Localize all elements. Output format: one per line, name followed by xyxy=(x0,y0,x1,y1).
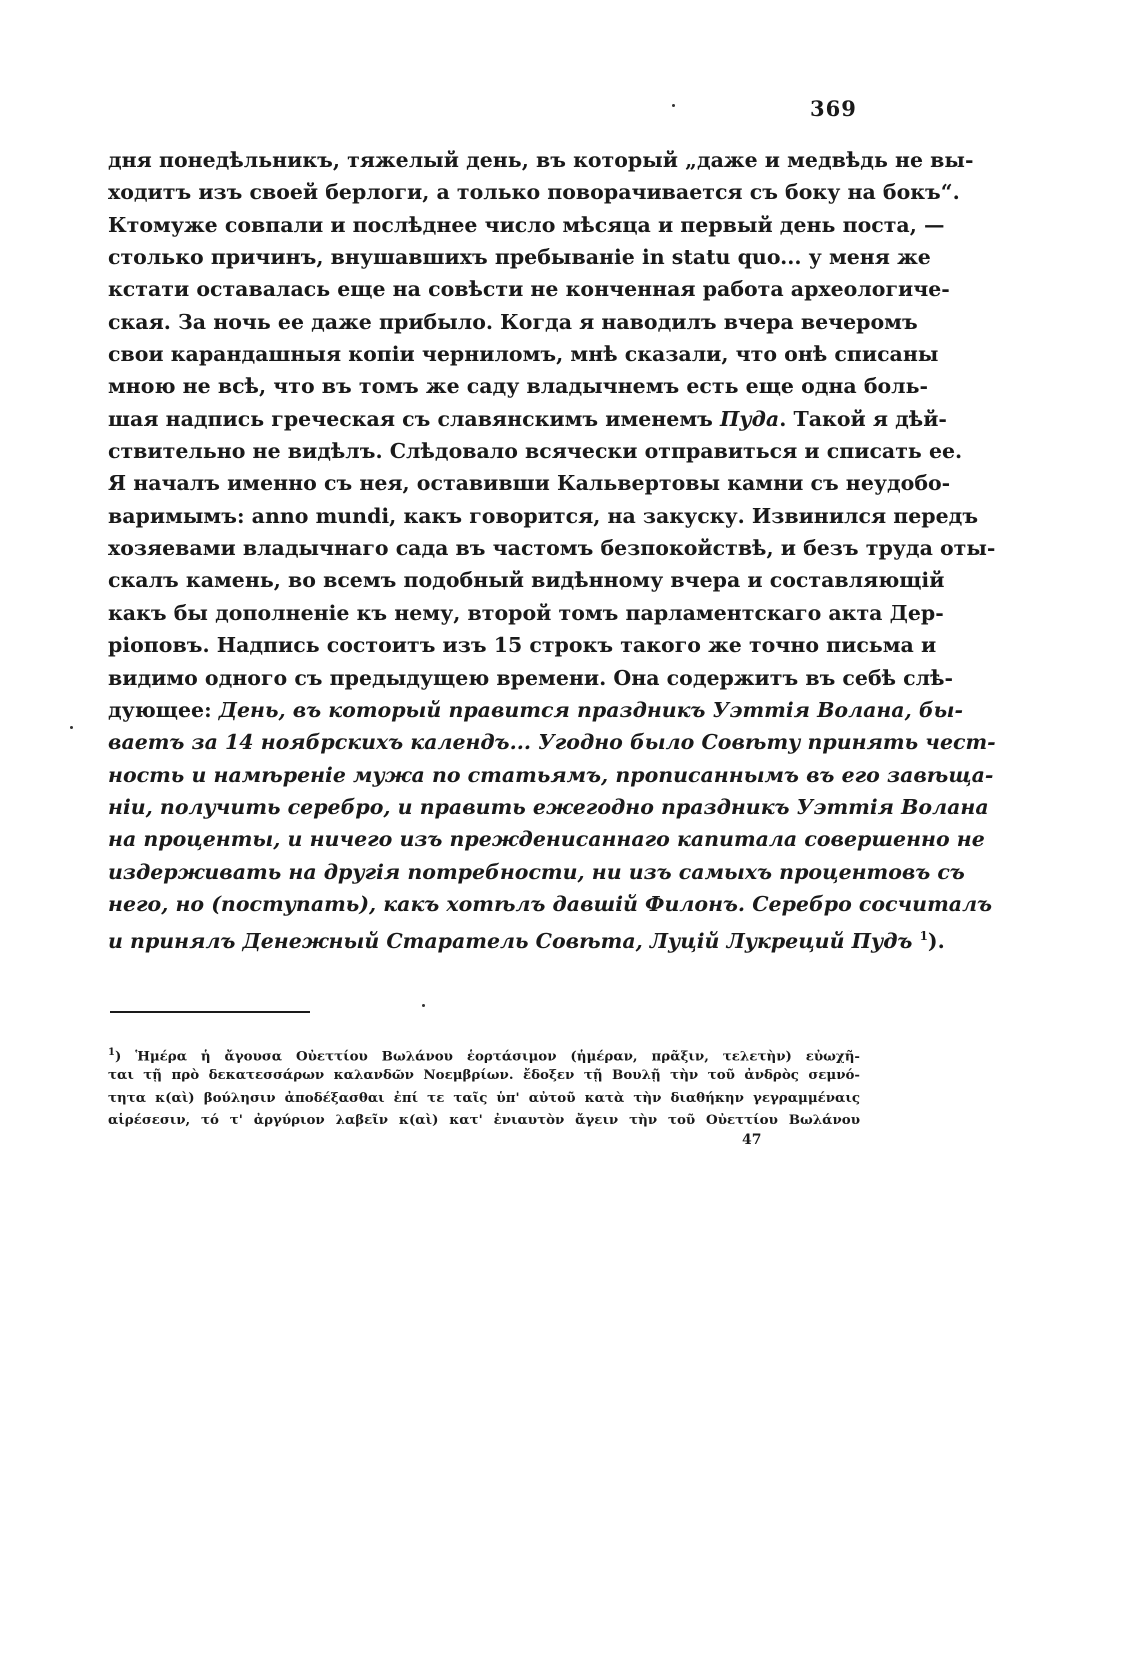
text-line: ствительно не видѣлъ. Слѣдовало всячески отправиться и списать ее. xyxy=(108,439,963,464)
text-line: ходитъ изъ своей берлоги, а только поворачивается съ боку на бокъ“. xyxy=(108,180,960,205)
text-line: какъ бы дополненіе къ нему, второй томъ парламентскаго акта Дер- xyxy=(108,600,944,625)
translation-line: на проценты, и ничего изъ прежденисаннаго капитала совершенно не xyxy=(108,827,985,852)
line-text: дующее: xyxy=(108,697,219,722)
translation-line: него, но (поступать), какъ хотѣлъ давшій Филонъ. Серебро сосчиталъ xyxy=(108,891,992,916)
footnote-line: αἱρέσεσιν, τό τ' ἀργύριον λαβεῖν κ(αὶ) κατ' ἐνιαυτὸν ἄγειν τὴν τοῦ Οὐεττίου Βωλάνου xyxy=(108,1112,860,1129)
line-text: . Такой я дѣй- xyxy=(779,406,947,431)
translation-line: издерживать на другія потребности, ни изъ самыхъ процентовъ съ xyxy=(108,859,965,884)
signature-mark: 47 xyxy=(742,1132,762,1148)
footnote-line xyxy=(108,1042,860,1064)
footnote-line: ται τῇ πρὸ δεκατεσσάρων καλανδῶν Νοεμβρίων. ἔδοξεν τῇ Βουλῇ τὴν τοῦ ἀνδρὸς σεμνό- xyxy=(108,1067,860,1084)
inscription-name: Пуда xyxy=(720,406,780,431)
translation-text: День, въ который правится праздникъ Уэттія Волана, бы- xyxy=(218,697,964,722)
text-line xyxy=(108,694,964,726)
text-line: варимымъ: anno mundi, какъ говорится, на закуску. Извинился передъ xyxy=(108,503,979,528)
footnote-marker: 1 xyxy=(108,1047,115,1058)
footnote xyxy=(108,1042,860,1132)
text-line: ріоповъ. Надпись состоитъ изъ 15 строкъ такого же точно письма и xyxy=(108,633,937,658)
ink-speck xyxy=(70,726,73,729)
text-line: столько причинъ, внушавшихъ пребываніе in statu quo... у меня же xyxy=(108,245,931,270)
line-text: ). xyxy=(927,929,945,954)
text-line: кстати оставалась еще на совѣсти не конченная работа археологиче- xyxy=(108,277,950,302)
translation-line: ніи, получить серебро, и править ежегодно праздникъ Уэттія Волана xyxy=(108,794,989,819)
translation-text: и принялъ Денежный Старатель Совѣта, Луцій Лукреций Пудъ xyxy=(108,929,920,954)
text-line: ская. За ночь ее даже прибыло. Когда я наводилъ вчера вечеромъ xyxy=(108,309,918,334)
text-line: скалъ камень, во всемъ подобный видѣнному вчера и составляющій xyxy=(108,568,945,593)
text-line xyxy=(108,403,947,435)
text-line: Я началъ именно съ нея, оставивши Кальвертовы камни съ неудобо- xyxy=(108,471,951,496)
footnote-text: ) Ἡμέρα ἡ ἄγουσα Οὐεττίου Βωλάνου ἑορτάσιμον (ἡμέραν, πρᾶξιν, τελετὴν) εὐωχῆ- xyxy=(114,1048,860,1065)
text-line: свои карандашныя копіи черниломъ, мнѣ сказали, что онѣ списаны xyxy=(108,342,939,367)
translation-line: ность и намѣреніе мужа по статьямъ, прописаннымъ въ его завѣща- xyxy=(108,762,994,787)
text-line: хозяевами владычнаго сада въ частомъ безпокойствѣ, и безъ труда оты- xyxy=(108,536,996,561)
ink-speck xyxy=(422,1004,425,1007)
main-text xyxy=(108,144,996,954)
translation-line: ваетъ за 14 ноябрскихъ календъ... Угодно было Совѣту принять чест- xyxy=(108,730,996,755)
footnote-ref: 1 xyxy=(919,929,928,944)
text-line: мною не всѣ, что въ томъ же саду владычнемъ есть еще одна боль- xyxy=(108,374,929,399)
footnote-line: τητα κ(αὶ) βούλησιν ἀποδέξασθαι ἐπί τε ταῖς ὑπ' αὐτοῦ κατὰ τὴν διαθήκην γεγραμμέναις xyxy=(108,1089,860,1106)
text-line: Ктомуже совпали и послѣднее число мѣсяца и первый день поста, — xyxy=(108,212,945,237)
text-line: дня понедѣльникъ, тяжелый день, въ который „даже и медвѣдь не вы- xyxy=(108,148,974,172)
line-text: шая надпись греческая съ славянскимъ именемъ xyxy=(108,406,721,431)
footnote-rule xyxy=(110,1011,310,1013)
translation-line-last xyxy=(108,920,945,954)
ink-speck xyxy=(672,104,675,107)
page-number: 369 xyxy=(810,96,857,121)
text-line: видимо одного съ предыдущею времени. Она содержитъ въ себѣ слѣ- xyxy=(108,665,954,690)
